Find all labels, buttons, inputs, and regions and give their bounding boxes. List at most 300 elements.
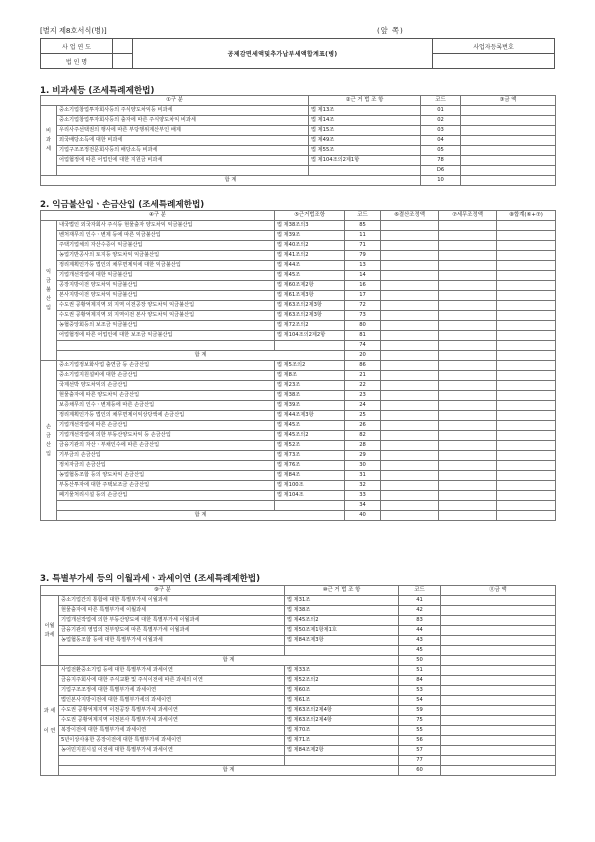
section3-table bbox=[40, 585, 556, 776]
group2-total-code: 60 bbox=[399, 766, 441, 776]
row-code: 16 bbox=[345, 281, 381, 291]
sum-field[interactable] bbox=[497, 331, 556, 341]
settlement-field[interactable] bbox=[381, 371, 439, 381]
table-row bbox=[41, 606, 556, 616]
group1-total-label: 합 계 bbox=[59, 656, 399, 666]
amount-field[interactable] bbox=[441, 706, 556, 716]
row-item: 우리사주선택권의 행사에 따른 부당행위계산부인 배제 bbox=[57, 126, 309, 136]
row-code: 45 bbox=[399, 646, 441, 656]
tax-adjust-field[interactable] bbox=[439, 281, 497, 291]
row-code: 25 bbox=[345, 411, 381, 421]
row-law: 법 제41조의2 bbox=[275, 251, 345, 261]
table-row bbox=[41, 341, 556, 351]
sum-field[interactable] bbox=[497, 361, 556, 371]
row-item: 금융기관의 영업의 전부양도에 따른 특별부가세 이월과세 bbox=[59, 626, 285, 636]
sum-field[interactable] bbox=[497, 501, 556, 511]
table-row bbox=[41, 471, 556, 481]
amount-field[interactable] bbox=[441, 746, 556, 756]
table-row bbox=[41, 231, 556, 241]
amount-field[interactable] bbox=[441, 636, 556, 646]
table-row bbox=[41, 746, 556, 756]
table-row bbox=[41, 441, 556, 451]
row-law: 법 제50조제1항제1호 bbox=[285, 626, 399, 636]
sum-field[interactable] bbox=[497, 281, 556, 291]
section1-table bbox=[40, 95, 556, 186]
row-law: 법 제76조 bbox=[275, 461, 345, 471]
row-item: 폐기물처리시설 등의 손금산입 bbox=[57, 491, 275, 501]
settlement-field[interactable] bbox=[381, 441, 439, 451]
sum-total-field[interactable] bbox=[497, 351, 556, 361]
row-item: 중소기업정보화사업 출연금 등 손금산입 bbox=[57, 361, 275, 371]
row-item: 농어민지원시설 이전에 대한 특별부가세 과세이연 bbox=[59, 746, 285, 756]
row-code: 42 bbox=[399, 606, 441, 616]
tax-adjust-field[interactable] bbox=[439, 491, 497, 501]
row-item: 5년이상사용한 공장이전에 대한 특별부가세 과세이연 bbox=[59, 736, 285, 746]
row-item: 농업협동조합 등의 양도차익 손금산입 bbox=[57, 471, 275, 481]
sum-field[interactable] bbox=[497, 311, 556, 321]
table-row bbox=[41, 361, 556, 371]
row-item: 수도권 공황억제지역 이전본사 특별부가세 과세이연 bbox=[59, 716, 285, 726]
settlement-field[interactable] bbox=[381, 241, 439, 251]
corp-name-field[interactable] bbox=[113, 54, 133, 69]
sum-field[interactable] bbox=[497, 391, 556, 401]
row-item: 수도권 공황억제지역 이전공장 특별부가세 과세이연 bbox=[59, 706, 285, 716]
sum-field[interactable] bbox=[497, 461, 556, 471]
row-item: 농업협동조합 등에 대한 특별부가세 이월과세 bbox=[59, 636, 285, 646]
sum-field[interactable] bbox=[497, 271, 556, 281]
amount-field[interactable] bbox=[441, 726, 556, 736]
group1-total-code: 20 bbox=[345, 351, 381, 361]
side-label: (앞 쪽) bbox=[377, 26, 404, 35]
sum-field[interactable] bbox=[497, 491, 556, 501]
row-item bbox=[57, 341, 275, 351]
sum-field[interactable] bbox=[497, 401, 556, 411]
settlement-field[interactable] bbox=[381, 411, 439, 421]
row-code: 14 bbox=[345, 271, 381, 281]
col-header-settlement: ⑥결산조정액 bbox=[381, 211, 439, 221]
row-item: 외국배당소득에 대한 비과세 bbox=[57, 136, 309, 146]
amount-field[interactable] bbox=[441, 756, 556, 766]
row-law: 법 제55조 bbox=[309, 146, 421, 156]
row-item: 농협중앙회등의 보조금 익금불산입 bbox=[57, 321, 275, 331]
tax-adjust-field[interactable] bbox=[439, 271, 497, 281]
row-item: 중소기업창업투자회사등의 출자에 따른 주식양도차익 비과세 bbox=[57, 116, 309, 126]
row-law: 법 제60조제2항 bbox=[275, 281, 345, 291]
row-item: 공장지방이전 양도차익 익금불산입 bbox=[57, 281, 275, 291]
table-row bbox=[41, 331, 556, 341]
row-item: 법인본사지방이전에 대한 특별부가세의 과세이연 bbox=[59, 696, 285, 706]
table-row bbox=[41, 251, 556, 261]
row-law: 법 제38조의3 bbox=[275, 221, 345, 231]
section2-table bbox=[40, 210, 556, 521]
row-law: 법 제31조 bbox=[285, 596, 399, 606]
business-year-field[interactable] bbox=[113, 39, 133, 54]
amount-field[interactable] bbox=[461, 126, 556, 136]
row-code: 33 bbox=[345, 491, 381, 501]
form-header bbox=[40, 38, 555, 69]
biz-reg-field[interactable] bbox=[433, 54, 555, 69]
row-item: 수도권 공황억제지역 외 지역이전 본사 양도차익 익금불산입 bbox=[57, 311, 275, 321]
row-law: 법 제45조 bbox=[275, 421, 345, 431]
row-code: 86 bbox=[345, 361, 381, 371]
table-row bbox=[41, 756, 556, 766]
group2-label: 손 금 산 입 bbox=[41, 361, 57, 521]
row-item bbox=[59, 756, 285, 766]
table-row bbox=[41, 481, 556, 491]
col-header-amount: ⑪금 액 bbox=[441, 586, 556, 596]
table-row bbox=[41, 451, 556, 461]
amount-field[interactable] bbox=[441, 596, 556, 606]
settlement-field[interactable] bbox=[381, 431, 439, 441]
row-law: 법 제63조의2제3항 bbox=[275, 301, 345, 311]
table-row bbox=[41, 676, 556, 686]
sum-field[interactable] bbox=[497, 251, 556, 261]
settlement-field[interactable] bbox=[381, 331, 439, 341]
tax-adjust-field[interactable] bbox=[439, 221, 497, 231]
settlement-field[interactable] bbox=[381, 311, 439, 321]
row-code: 73 bbox=[345, 311, 381, 321]
col-header-code: 코드 bbox=[399, 586, 441, 596]
tax-adjust-field[interactable] bbox=[439, 441, 497, 451]
table-row bbox=[41, 666, 556, 676]
row-law: 법 제72조의2 bbox=[275, 321, 345, 331]
settlement-field[interactable] bbox=[381, 261, 439, 271]
row-code: 01 bbox=[421, 106, 461, 116]
row-law: 법 제39조 bbox=[275, 401, 345, 411]
row-code: 77 bbox=[399, 756, 441, 766]
row-law: 법 제71조 bbox=[285, 736, 399, 746]
row-item: 현물출자에 따른 양도차익 손금산입 bbox=[57, 391, 275, 401]
amount-field[interactable] bbox=[441, 606, 556, 616]
tax-adjust-total-field[interactable] bbox=[439, 351, 497, 361]
sum-field[interactable] bbox=[497, 341, 556, 351]
table-row bbox=[41, 371, 556, 381]
tax-adjust-field[interactable] bbox=[439, 431, 497, 441]
settlement-field[interactable] bbox=[381, 361, 439, 371]
settlement-field[interactable] bbox=[381, 271, 439, 281]
amount-field[interactable] bbox=[441, 666, 556, 676]
amount-field[interactable] bbox=[461, 106, 556, 116]
col-header-tax-adjust: ⑦세무조정액 bbox=[439, 211, 497, 221]
row-item: 본사지방이전 양도차익 익금불산입 bbox=[57, 291, 275, 301]
col-header-law: ⑩근 거 법 조 항 bbox=[285, 586, 399, 596]
sum-field[interactable] bbox=[497, 291, 556, 301]
row-code: 21 bbox=[345, 371, 381, 381]
sum-field[interactable] bbox=[497, 221, 556, 231]
sum-field[interactable] bbox=[497, 231, 556, 241]
settlement-field[interactable] bbox=[381, 421, 439, 431]
row-code: 59 bbox=[399, 706, 441, 716]
sum-field[interactable] bbox=[497, 261, 556, 271]
row-item: 중소기업지원설비에 대한 손금산입 bbox=[57, 371, 275, 381]
form-number: [별지 제8호서식(병)] bbox=[40, 26, 107, 35]
settlement-field[interactable] bbox=[381, 341, 439, 351]
table-row bbox=[41, 136, 556, 146]
row-law bbox=[275, 501, 345, 511]
row-code: 26 bbox=[345, 421, 381, 431]
row-code: 82 bbox=[345, 431, 381, 441]
tax-adjust-field[interactable] bbox=[439, 501, 497, 511]
row-code: 83 bbox=[399, 616, 441, 626]
row-code: 81 bbox=[345, 331, 381, 341]
row-item: 부동산투자에 대한 주택보조금 손금산입 bbox=[57, 481, 275, 491]
table-row bbox=[41, 706, 556, 716]
row-item bbox=[59, 646, 285, 656]
col-header-code: 코드 bbox=[345, 211, 381, 221]
row-item: 정리계획인가등 법인의 채무면제이익상당액에 손금산입 bbox=[57, 411, 275, 421]
table-row bbox=[41, 146, 556, 156]
group2-total-label: 합 계 bbox=[57, 511, 345, 521]
table-row bbox=[41, 281, 556, 291]
settlement-field[interactable] bbox=[381, 501, 439, 511]
settlement-total-field[interactable] bbox=[381, 511, 439, 521]
row-law: 법 제52조 bbox=[275, 441, 345, 451]
amount-field[interactable] bbox=[461, 156, 556, 166]
row-code: 32 bbox=[345, 481, 381, 491]
amount-field[interactable] bbox=[441, 676, 556, 686]
col-header-item: ⑨구 분 bbox=[41, 586, 285, 596]
col-header-amount: ③금 액 bbox=[461, 96, 556, 106]
tax-adjust-field[interactable] bbox=[439, 331, 497, 341]
table-row bbox=[41, 166, 556, 176]
table-row bbox=[41, 411, 556, 421]
settlement-field[interactable] bbox=[381, 231, 439, 241]
row-item: 기업개선작업에 의한 부동산양도차익 등 손금산입 bbox=[57, 431, 275, 441]
group-label: 비 과 세 bbox=[41, 106, 57, 176]
row-law: 법 제14조 bbox=[309, 116, 421, 126]
row-law: 법 제63조의2제4항 bbox=[285, 716, 399, 726]
row-code: 03 bbox=[421, 126, 461, 136]
tax-adjust-field[interactable] bbox=[439, 301, 497, 311]
tax-adjust-field[interactable] bbox=[439, 321, 497, 331]
row-law: 법 제13조 bbox=[309, 106, 421, 116]
total-amount-field[interactable] bbox=[461, 176, 556, 186]
tax-adjust-field[interactable] bbox=[439, 251, 497, 261]
tax-adjust-field[interactable] bbox=[439, 451, 497, 461]
table-row bbox=[41, 726, 556, 736]
table-row bbox=[41, 596, 556, 606]
settlement-field[interactable] bbox=[381, 291, 439, 301]
col-header-law: ⑤근거법조항 bbox=[275, 211, 345, 221]
sum-field[interactable] bbox=[497, 321, 556, 331]
row-law: 법 제49조 bbox=[309, 136, 421, 146]
tax-adjust-field[interactable] bbox=[439, 381, 497, 391]
table-row bbox=[41, 321, 556, 331]
table-row bbox=[41, 461, 556, 471]
row-law: 법 제39조 bbox=[275, 231, 345, 241]
tax-adjust-field[interactable] bbox=[439, 361, 497, 371]
col-header-item: ①구 분 bbox=[41, 96, 309, 106]
sum-field[interactable] bbox=[497, 301, 556, 311]
table-row bbox=[41, 126, 556, 136]
row-law: 법 제33조 bbox=[285, 666, 399, 676]
row-law: 법 제61조제3항 bbox=[275, 291, 345, 301]
tax-adjust-field[interactable] bbox=[439, 261, 497, 271]
group1-label: 익 금 불 산 입 bbox=[41, 221, 57, 361]
row-code: 24 bbox=[345, 401, 381, 411]
total-amount-field[interactable] bbox=[441, 656, 556, 666]
row-item: 농업기반공사의 토지등 양도차익 익금불산입 bbox=[57, 251, 275, 261]
settlement-field[interactable] bbox=[381, 391, 439, 401]
tax-adjust-field[interactable] bbox=[439, 411, 497, 421]
row-code: 34 bbox=[345, 501, 381, 511]
row-code: 51 bbox=[399, 666, 441, 676]
settlement-field[interactable] bbox=[381, 281, 439, 291]
section2-title: 2. 익금불산입ㆍ손금산입 (조세특례제한법) bbox=[40, 200, 205, 210]
row-item: 기업개선작업에 대한 익금불산입 bbox=[57, 271, 275, 281]
section1-title: 1. 비과세등 (조세특례제한법) bbox=[40, 86, 155, 96]
amount-field[interactable] bbox=[461, 166, 556, 176]
row-item: 복장이전에 대한 특별부가세 과세이연 bbox=[59, 726, 285, 736]
row-law: 법 제104조의2제2항 bbox=[275, 331, 345, 341]
row-law: 법 제104조의2제1항 bbox=[309, 156, 421, 166]
settlement-field[interactable] bbox=[381, 401, 439, 411]
tax-adjust-field[interactable] bbox=[439, 461, 497, 471]
table-row bbox=[41, 636, 556, 646]
sum-field[interactable] bbox=[497, 441, 556, 451]
sum-field[interactable] bbox=[497, 431, 556, 441]
section3-title: 3. 특별부가세 등의 이월과세ㆍ과세이연 (조세특례제한법) bbox=[40, 574, 261, 584]
sum-field[interactable] bbox=[497, 371, 556, 381]
amount-field[interactable] bbox=[441, 616, 556, 626]
group1-label: 이월 과세 bbox=[41, 596, 59, 666]
sum-field[interactable] bbox=[497, 381, 556, 391]
row-item: 금융지주회사에 대한 주식교환 및 주식이전에 따른 과세의 이연 bbox=[59, 676, 285, 686]
row-code: 29 bbox=[345, 451, 381, 461]
row-item: 수도권 공황억제지역 외 지역 이전공장 양도차익 익금불산입 bbox=[57, 301, 275, 311]
row-code: 75 bbox=[399, 716, 441, 726]
tax-adjust-field[interactable] bbox=[439, 371, 497, 381]
tax-adjust-field[interactable] bbox=[439, 311, 497, 321]
settlement-field[interactable] bbox=[381, 471, 439, 481]
settlement-field[interactable] bbox=[381, 461, 439, 471]
row-item: 중소기업간의 통합에 대한 특별부가세 이월과세 bbox=[59, 596, 285, 606]
row-item bbox=[57, 166, 309, 176]
row-law: 법 제45조 bbox=[275, 271, 345, 281]
tax-adjust-field[interactable] bbox=[439, 401, 497, 411]
tax-adjust-field[interactable] bbox=[439, 241, 497, 251]
row-law bbox=[285, 646, 399, 656]
amount-field[interactable] bbox=[441, 696, 556, 706]
amount-field[interactable] bbox=[461, 146, 556, 156]
settlement-field[interactable] bbox=[381, 381, 439, 391]
row-code: 85 bbox=[345, 221, 381, 231]
table-row bbox=[41, 116, 556, 126]
row-code: 17 bbox=[345, 291, 381, 301]
tax-adjust-field[interactable] bbox=[439, 421, 497, 431]
table-row bbox=[41, 311, 556, 321]
biz-reg-label: 사업자등록번호 bbox=[433, 39, 555, 54]
table-row bbox=[41, 736, 556, 746]
group2-label: 과 세 이 연 bbox=[41, 666, 59, 776]
tax-adjust-total-field[interactable] bbox=[439, 511, 497, 521]
table-row bbox=[41, 616, 556, 626]
row-law: 법 제23조 bbox=[275, 381, 345, 391]
sum-field[interactable] bbox=[497, 471, 556, 481]
row-code: 80 bbox=[345, 321, 381, 331]
tax-adjust-field[interactable] bbox=[439, 341, 497, 351]
tax-adjust-field[interactable] bbox=[439, 231, 497, 241]
row-item: 정리계획인가등 법인의 채무면제익에 대한 익금불산입 bbox=[57, 261, 275, 271]
row-item: 국제선박 양도차익의 손금산입 bbox=[57, 381, 275, 391]
amount-field[interactable] bbox=[441, 626, 556, 636]
row-code: 04 bbox=[421, 136, 461, 146]
settlement-total-field[interactable] bbox=[381, 351, 439, 361]
settlement-field[interactable] bbox=[381, 491, 439, 501]
row-item: 정치자금의 손금산입 bbox=[57, 461, 275, 471]
row-item: 내국법인 외국자회사 주식등 현물출자 양도차익 익금불산입 bbox=[57, 221, 275, 231]
row-law: 법 제8조 bbox=[275, 371, 345, 381]
row-law: 법 제40조의2 bbox=[275, 241, 345, 251]
row-law: 법 제84조제3항 bbox=[285, 636, 399, 646]
table-row bbox=[41, 401, 556, 411]
row-item: 사업전환중소기업 등에 대한 특별부가세 과세이연 bbox=[59, 666, 285, 676]
settlement-field[interactable] bbox=[381, 251, 439, 261]
row-law: 법 제45조의2 bbox=[275, 431, 345, 441]
row-code: 53 bbox=[399, 686, 441, 696]
amount-field[interactable] bbox=[441, 736, 556, 746]
settlement-field[interactable] bbox=[381, 481, 439, 491]
amount-field[interactable] bbox=[461, 136, 556, 146]
table-row bbox=[41, 261, 556, 271]
row-code: 28 bbox=[345, 441, 381, 451]
amount-field[interactable] bbox=[441, 716, 556, 726]
group1-total-code: 50 bbox=[399, 656, 441, 666]
sum-field[interactable] bbox=[497, 411, 556, 421]
settlement-field[interactable] bbox=[381, 221, 439, 231]
row-law: 법 제84조 bbox=[275, 471, 345, 481]
row-law: 법 제45조의2 bbox=[285, 616, 399, 626]
sum-total-field[interactable] bbox=[497, 511, 556, 521]
table-row bbox=[41, 241, 556, 251]
amount-field[interactable] bbox=[441, 686, 556, 696]
row-item: 어업협정에 따른 어업인에 대한 보조금 익금불산입 bbox=[57, 331, 275, 341]
tax-adjust-field[interactable] bbox=[439, 291, 497, 301]
total-amount-field[interactable] bbox=[441, 766, 556, 776]
row-item: 어업협정에 따른 어업인에 대한 지원금 비과세 bbox=[57, 156, 309, 166]
col-header-code: 코드 bbox=[421, 96, 461, 106]
table-row bbox=[41, 501, 556, 511]
amount-field[interactable] bbox=[461, 116, 556, 126]
row-law: 법 제60조 bbox=[285, 686, 399, 696]
row-item: 주택기업체의 자산수증이 익금불산입 bbox=[57, 241, 275, 251]
sum-field[interactable] bbox=[497, 481, 556, 491]
row-code: 41 bbox=[399, 596, 441, 606]
tax-adjust-field[interactable] bbox=[439, 471, 497, 481]
settlement-field[interactable] bbox=[381, 301, 439, 311]
sum-field[interactable] bbox=[497, 241, 556, 251]
settlement-field[interactable] bbox=[381, 321, 439, 331]
table-row bbox=[41, 291, 556, 301]
business-year-label: 사 업 연 도 bbox=[41, 39, 113, 54]
sum-field[interactable] bbox=[497, 421, 556, 431]
amount-field[interactable] bbox=[441, 646, 556, 656]
row-item: 기업구조조정에 대한 특별부가세 과세이연 bbox=[59, 686, 285, 696]
tax-adjust-field[interactable] bbox=[439, 391, 497, 401]
row-law: 법 제73조 bbox=[275, 451, 345, 461]
row-code: 71 bbox=[345, 241, 381, 251]
row-law: 법 제84조제2항 bbox=[285, 746, 399, 756]
row-code: 31 bbox=[345, 471, 381, 481]
row-law bbox=[275, 341, 345, 351]
tax-adjust-field[interactable] bbox=[439, 481, 497, 491]
sum-field[interactable] bbox=[497, 451, 556, 461]
settlement-field[interactable] bbox=[381, 451, 439, 461]
row-law bbox=[309, 166, 421, 176]
row-code: 79 bbox=[345, 251, 381, 261]
row-law: 법 제38조 bbox=[275, 391, 345, 401]
row-code: 72 bbox=[345, 301, 381, 311]
